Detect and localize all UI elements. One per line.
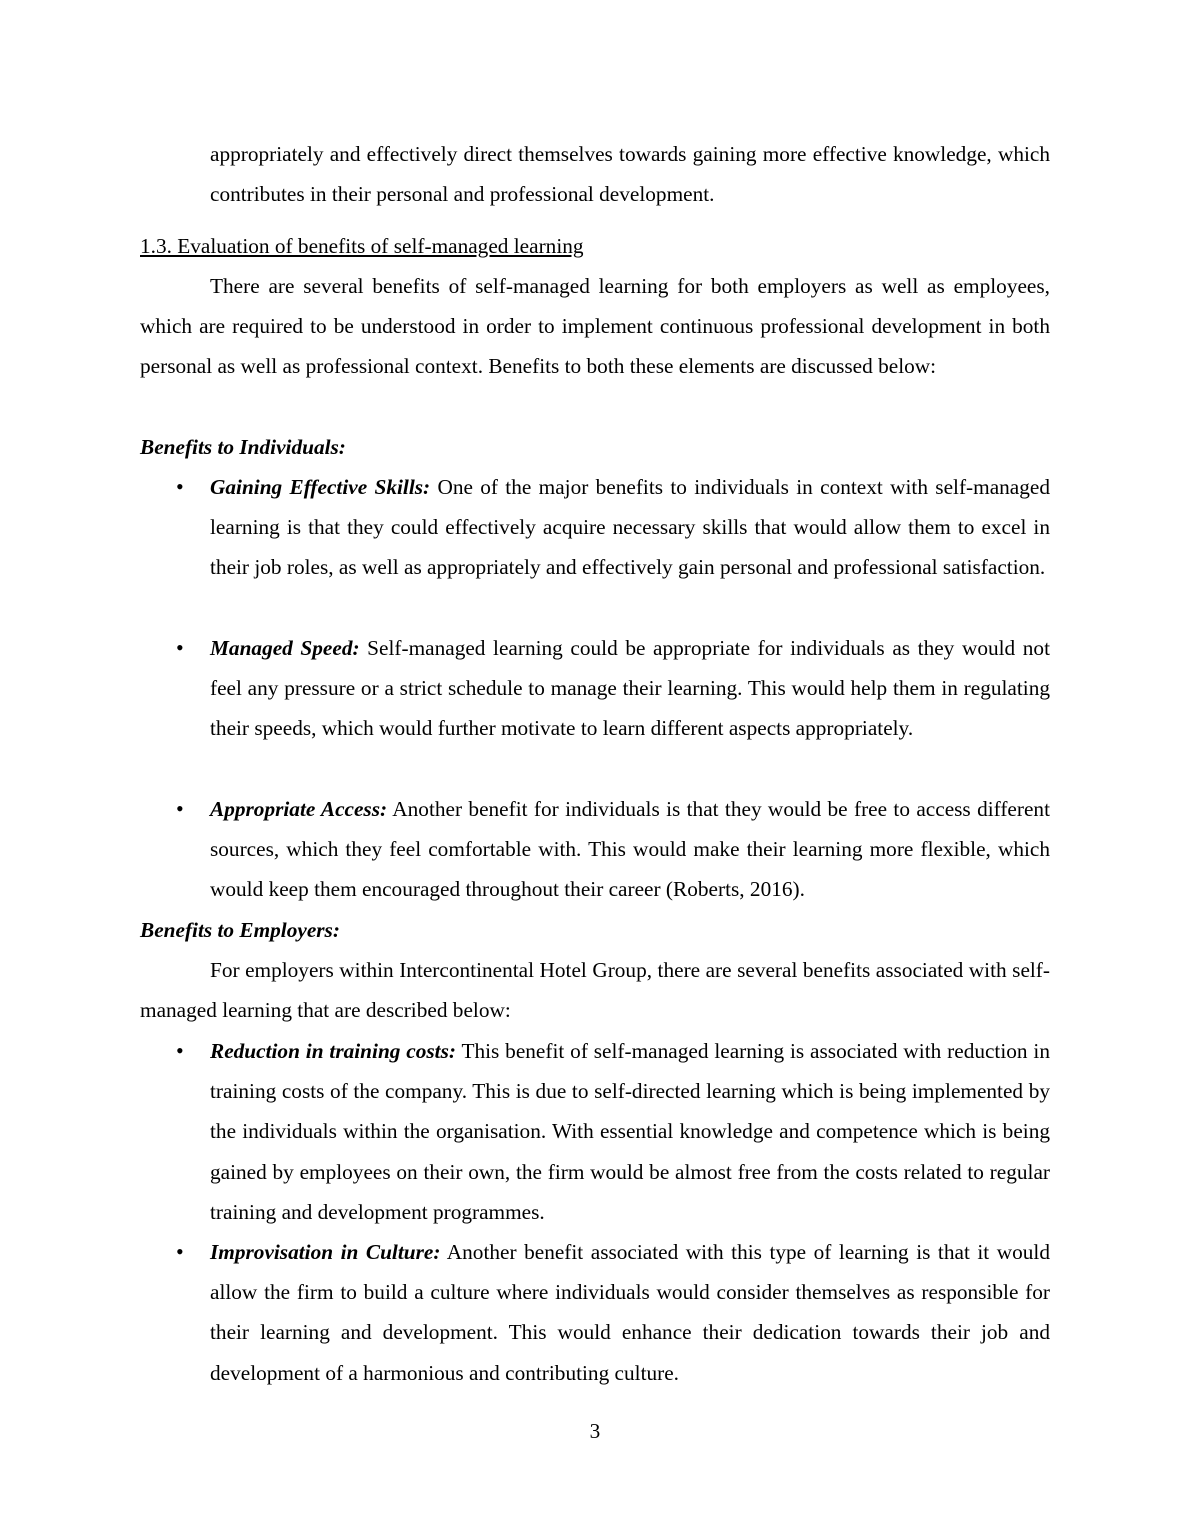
bullet-icon: • — [176, 796, 184, 821]
list-item-lead: Appropriate Access: — [210, 797, 388, 821]
list-item-lead: Improvisation in Culture: — [210, 1240, 441, 1264]
list-item-body: This benefit of self-managed learning is associated with reduction in training costs of the company. This is due to self-directed learning which is being implemented by the individuals within the organisation. With essential knowledge and competence which is being gained by employees on their own, the firm would be almost free from the costs related to regular training and development programmes. — [210, 1039, 1050, 1224]
list-item-lead: Reduction in training costs: — [210, 1039, 456, 1063]
list-item-text — [210, 789, 1050, 910]
section-intro-paragraph: There are several benefits of self-managed learning for both employers as well as employees, which are required to be understood in order to implement continuous professional development in both personal as well as professional context. Benefits to both these elements are discussed below: — [140, 274, 1050, 379]
list-item-lead: Gaining Effective Skills: — [210, 475, 431, 499]
individuals-heading: Benefits to Individuals: — [140, 435, 346, 459]
list-item-body: Self-managed learning could be appropriate for individuals as they would not feel any pressure or a strict schedule to manage their learning. This would help them in regulating their speeds, which would further motivate to learn different aspects appropriately. — [210, 636, 1050, 741]
section-heading: 1.3. Evaluation of benefits of self-managed learning — [140, 234, 584, 258]
bullet-icon: • — [176, 635, 184, 660]
list-item-lead: Managed Speed: — [210, 636, 360, 660]
bullet-icon: • — [176, 1038, 184, 1063]
list-item-text — [210, 467, 1050, 588]
bullet-icon: • — [176, 1239, 184, 1264]
page-number: 3 — [589, 1419, 601, 1443]
list-item-body: Another benefit associated with this type of learning is that it would allow the firm to build a culture where individuals would consider themselves as responsible for their learning and development. This would enhance their dedication towards their job and development of a harmonious and contributing culture. — [210, 1240, 1050, 1385]
employers-heading: Benefits to Employers: — [140, 918, 340, 942]
list-item-body: Another benefit for individuals is that they would be free to access different sources, which they feel comfortable with. This would make their learning more flexible, which would keep them encouraged throughout their career (Roberts, 2016). — [210, 797, 1050, 902]
list-item-body: One of the major benefits to individuals in context with self-managed learning is that they could effectively acquire necessary skills that would allow them to excel in their job roles, as well as appropriately and effectively gain personal and professional satisfaction. — [210, 475, 1051, 580]
intro-continuation-paragraph: appropriately and effectively direct themselves towards gaining more effective knowledge, which contributes in their personal and professional development. — [210, 142, 1050, 207]
list-item-text — [210, 1232, 1050, 1393]
employers-intro-paragraph: For employers within Intercontinental Hotel Group, there are several benefits associated with self-managed learning that are described below: — [140, 958, 1050, 1023]
list-item-text — [210, 628, 1050, 749]
bullet-icon: • — [176, 474, 184, 499]
list-item-text — [210, 1031, 1050, 1232]
